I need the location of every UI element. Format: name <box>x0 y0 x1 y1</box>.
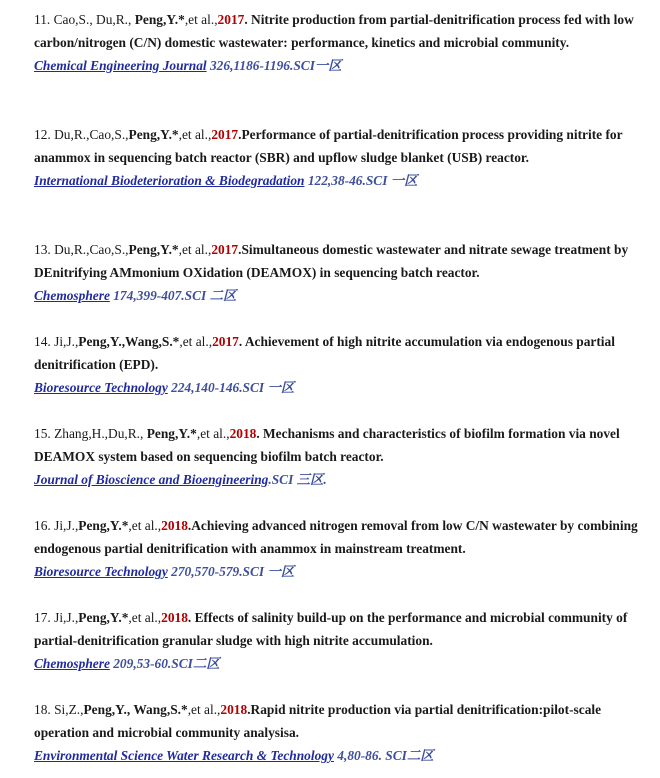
reference-year: 2017 <box>211 242 239 257</box>
reference-title-sep: . <box>187 518 192 533</box>
reference-authors: Cao,S., Du,R., <box>53 12 135 27</box>
reference-title: Achieving advanced nitrogen removal from low C/N wastewater by combining endogenous partial denitrification with anammox in mainstream treatment. <box>34 518 638 556</box>
reference-journal-link[interactable]: Chemosphere <box>34 288 110 303</box>
reference-entry <box>34 123 654 192</box>
reference-publication-info: 326,1186-1196.SCI一区 <box>206 58 342 73</box>
reference-authors: Zhang,H.,Du,R., <box>54 426 147 441</box>
reference-title: Performance of partial-denitrification process providing nitrite for anammox in sequencing batch reactor (SBR) and upflow sludge blanket (USB) reactor. <box>34 127 623 165</box>
reference-publication-info: 224,140-146.SCI 一区 <box>167 380 295 395</box>
reference-title-sep: . <box>247 702 251 717</box>
reference-corresponding-author: Peng,Y.* <box>78 610 129 625</box>
reference-entry <box>34 8 654 77</box>
reference-year: 2018 <box>229 426 257 441</box>
reference-year: 2017 <box>217 12 245 27</box>
reference-authors-etal: ,et al., <box>128 610 162 625</box>
reference-entry <box>34 422 654 491</box>
reference-number: 12. <box>34 127 51 142</box>
reference-authors: Du,R.,Cao,S., <box>54 242 129 257</box>
reference-year: 2018 <box>220 702 248 717</box>
reference-year: 2017 <box>211 127 239 142</box>
reference-title: Rapid nitrite production via partial denitrification:pilot-scale operation and microbial community analysisa. <box>34 702 602 740</box>
reference-publication-info: 209,53-60.SCI二区 <box>109 656 220 671</box>
reference-journal-link[interactable]: Environmental Science Water Research & Technology <box>34 748 334 763</box>
reference-title: Achievement of high nitrite accumulation via endogenous partial denitrification (EPD). <box>34 334 615 372</box>
reference-publication-info: 174,399-407.SCI 二区 <box>109 288 237 303</box>
reference-entry <box>34 330 654 399</box>
reference-authors: Ji,J., <box>54 610 79 625</box>
reference-title-sep: . <box>238 127 242 142</box>
reference-title-sep: . <box>238 242 242 257</box>
reference-corresponding-author: Peng,Y.* <box>78 518 129 533</box>
reference-authors-etal: ,et al., <box>179 334 213 349</box>
reference-year: 2018 <box>161 610 188 625</box>
reference-corresponding-author: Peng,Y.,Wang,S.* <box>78 334 180 349</box>
reference-journal-link[interactable]: Chemical Engineering Journal <box>34 58 207 73</box>
reference-publication-info: .SCI 三区. <box>268 472 327 487</box>
reference-number: 15. <box>34 426 51 441</box>
reference-number: 18. <box>34 702 51 717</box>
reference-authors-etal: ,et al., <box>196 426 230 441</box>
reference-authors-etal: ,et al., <box>178 127 212 142</box>
reference-number: 13. <box>34 242 51 257</box>
reference-journal-link[interactable]: Journal of Bioscience and Bioengineering <box>34 472 269 487</box>
reference-year: 2017 <box>212 334 239 349</box>
reference-authors-etal: ,et al., <box>178 242 212 257</box>
reference-entry <box>34 698 654 767</box>
reference-journal-link[interactable]: Bioresource Technology <box>34 564 168 579</box>
reference-corresponding-author: Peng,Y., Wang,S.* <box>83 702 188 717</box>
reference-title: Mechanisms and characteristics of biofilm formation via novel DEAMOX system based on sequencing biofilm batch reactor. <box>34 426 620 464</box>
reference-entry <box>34 606 654 675</box>
reference-entry <box>34 238 654 307</box>
reference-title-sep: . <box>238 334 245 349</box>
reference-title: Simultaneous domestic wastewater and nitrate sewage treatment by DEnitrifying AMmonium OXidation (DEAMOX) in sequencing batch reactor. <box>34 242 629 280</box>
reference-authors: Du,R.,Cao,S., <box>54 127 129 142</box>
reference-title: Effects of salinity build-up on the performance and microbial community of partial-denitrification granular sludge with high nitrite accumulation. <box>34 610 628 648</box>
reference-entry <box>34 514 654 583</box>
reference-publication-info: 270,570-579.SCI 一区 <box>167 564 295 579</box>
reference-publication-info: 4,80-86. SCI二区 <box>333 748 434 763</box>
reference-journal-link[interactable]: Bioresource Technology <box>34 380 168 395</box>
reference-number: 11. <box>34 12 51 27</box>
reference-number: 17. <box>34 610 51 625</box>
reference-title-sep: . <box>187 610 195 625</box>
reference-title-sep: . <box>244 12 252 27</box>
reference-corresponding-author: Peng,Y.* <box>146 426 197 441</box>
reference-corresponding-author: Peng,Y.* <box>134 12 185 27</box>
reference-authors-etal: ,et al., <box>128 518 162 533</box>
reference-publication-info: 122,38-46.SCI 一区 <box>304 173 418 188</box>
reference-authors: Ji,J., <box>54 518 79 533</box>
reference-title: Nitrite production from partial-denitrification process fed with low carbon/nitrogen (C/N) domestic wastewater: performance, kinetics and microbial community. <box>34 12 634 50</box>
reference-number: 14. <box>34 334 51 349</box>
reference-corresponding-author: Peng,Y.* <box>128 242 179 257</box>
reference-authors-etal: ,et al., <box>184 12 218 27</box>
reference-number: 16. <box>34 518 51 533</box>
reference-title-sep: . <box>256 426 264 441</box>
reference-journal-link[interactable]: International Biodeterioration & Biodegradation <box>34 173 305 188</box>
reference-authors: Si,Z., <box>54 702 84 717</box>
reference-year: 2018 <box>161 518 188 533</box>
reference-authors: Ji,J., <box>54 334 79 349</box>
reference-authors-etal: ,et al., <box>187 702 221 717</box>
reference-journal-link[interactable]: Chemosphere <box>34 656 110 671</box>
reference-corresponding-author: Peng,Y.* <box>128 127 179 142</box>
